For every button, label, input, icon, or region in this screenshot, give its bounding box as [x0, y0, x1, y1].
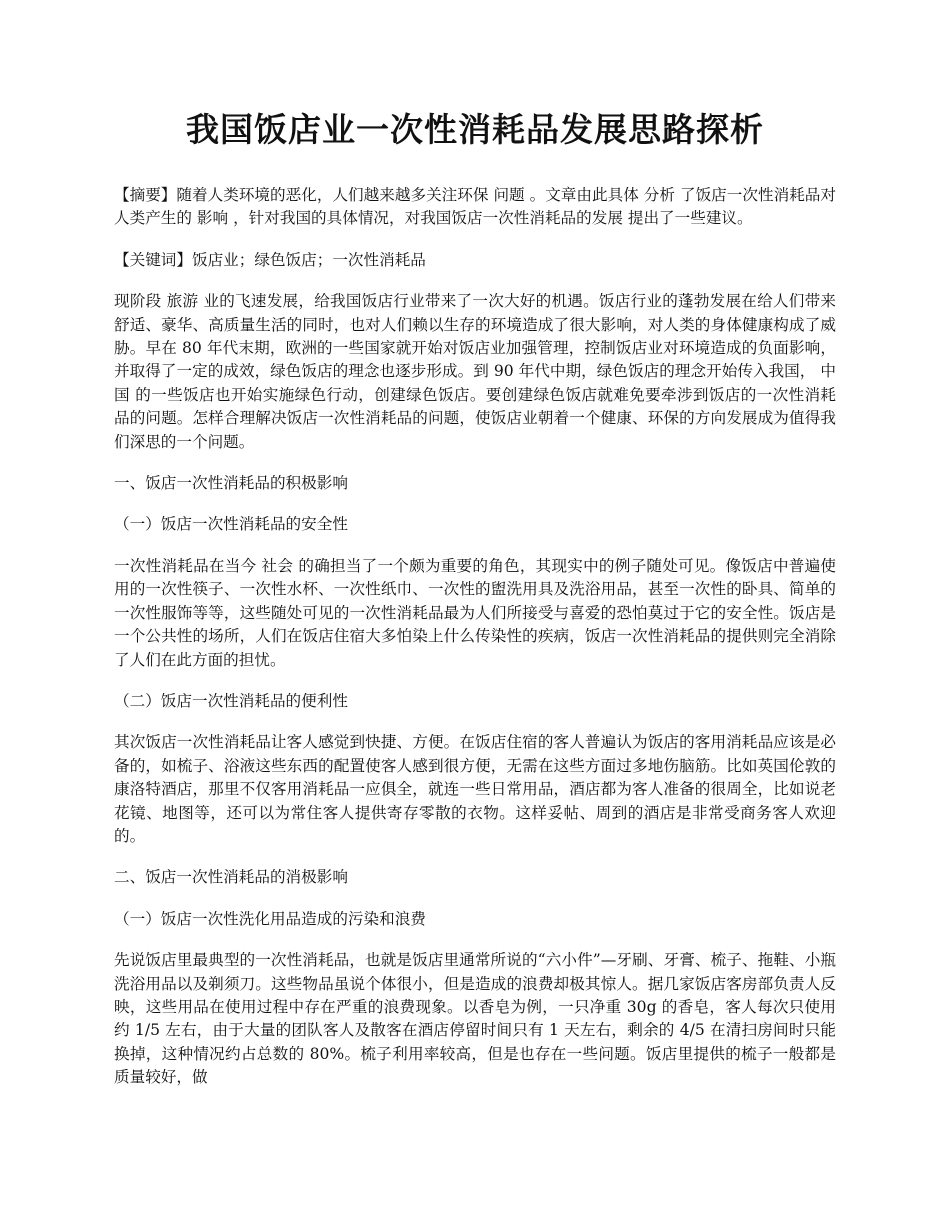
- keywords-paragraph: 【关键词】饭店业；绿色饭店；一次性消耗品: [114, 250, 426, 269]
- section-1-subheading-2: （二）饭店一次性消耗品的便利性: [114, 691, 348, 710]
- section-2-heading: 二、饭店一次性消耗品的消极影响: [114, 868, 348, 887]
- abstract-paragraph: 【摘要】随着人类环境的恶化，人们越来越多关注环保 问题 。文章由此具体 分析 了饭店一次性消耗品对人类产生的 影响 ，针对我国的具体情况，对我国饭店一次性消耗品的发展 提出了一些建议。: [114, 186, 836, 228]
- section-1-paragraph-1: 一次性消耗品在当今 社会 的确担当了一个颇为重要的角色，其现实中的例子随处可见。像饭店中普遍使用的一次性筷子、一次性水杯、一次性纸巾、一次性的盥洗用具及洗浴用品，甚至一次性的卧具、简单的一次性服饰等等，这些随处可见的一次性消耗品最为人们所接受与喜爱的恐怕莫过于它的安全性。饭店是一个公共性的场所，人们在饭店住宿大多怕染上什么传染性的疾病，饭店一次性消耗品的提供则完全消除了人们在此方面的担忧。: [114, 556, 836, 669]
- section-1-paragraph-2: 其次饭店一次性消耗品让客人感觉到快捷、方便。在饭店住宿的客人普遍认为饭店的客用消耗品应该是必备的，如梳子、浴液这些东西的配置使客人感到很方便，无需在这些方面过多地伤脑筋。比如英国伦敦的康洛特酒店，那里不仅客用消耗品一应俱全，就连一些日常用品，酒店都为客人准备的很周全，比如说老花镜、地图等，还可以为常住客人提供寄存零散的衣物。这样妥帖、周到的酒店是非常受商务客人欢迎的。: [114, 733, 836, 845]
- document-title: 我国饭店业一次性消耗品发展思路探析: [186, 110, 764, 149]
- section-1-heading: 一、饭店一次性消耗品的积极影响: [114, 474, 348, 493]
- intro-paragraph: 现阶段 旅游 业的飞速发展，给我国饭店行业带来了一次大好的机遇。饭店行业的蓬勃发展在给人们带来舒适、豪华、高质量生活的同时，也对人们赖以生存的环境造成了很大影响，对人类的身体健康构成了威胁。早在 80 年代末期，欧洲的一些国家就开始对饭店业加强管理，控制饭店业对环境造成的负面影响，并取得了一定的成效，绿色饭店的理念也逐步形成。到 90 年代中期，绿色饭店的理念开始传入我国， 中国 的一些饭店也开始实施绿色行动，创建绿色饭店。要创建绿色饭店就难免要牵涉到饭店的一次性消耗品的问题。怎样合理解决饭店一次性消耗品的问题，使饭店业朝着一个健康、环保的方向发展成为值得我们深思的一个问题。: [114, 292, 836, 451]
- section-1-subheading-1: （一）饭店一次性消耗品的安全性: [114, 515, 348, 534]
- section-2-paragraph-1: 先说饭店里最典型的一次性消耗品，也就是饭店里通常所说的“六小件”—牙刷、牙膏、梳子、拖鞋、小瓶洗浴用品以及剃须刀。这些物品虽说个体很小，但是造成的浪费却极其惊人。据几家饭店客房部负责人反映，这些用品在使用过程中存在严重的浪费现象。以香皂为例，一只净重 30g 的香皂，客人每次只使用约 1/5 左右，由于大量的团队客人及散客在酒店停留时间只有 1 天左右，剩余的 4/5 在清扫房间时只能换掉，这种情况约占总数的 80%。梳子利用率较高，但是也存在一些问题。饭店里提供的梳子一般都是质量较好，做: [114, 951, 836, 1087]
- section-2-subheading-1: （一）饭店一次性洗化用品造成的污染和浪费: [114, 909, 426, 928]
